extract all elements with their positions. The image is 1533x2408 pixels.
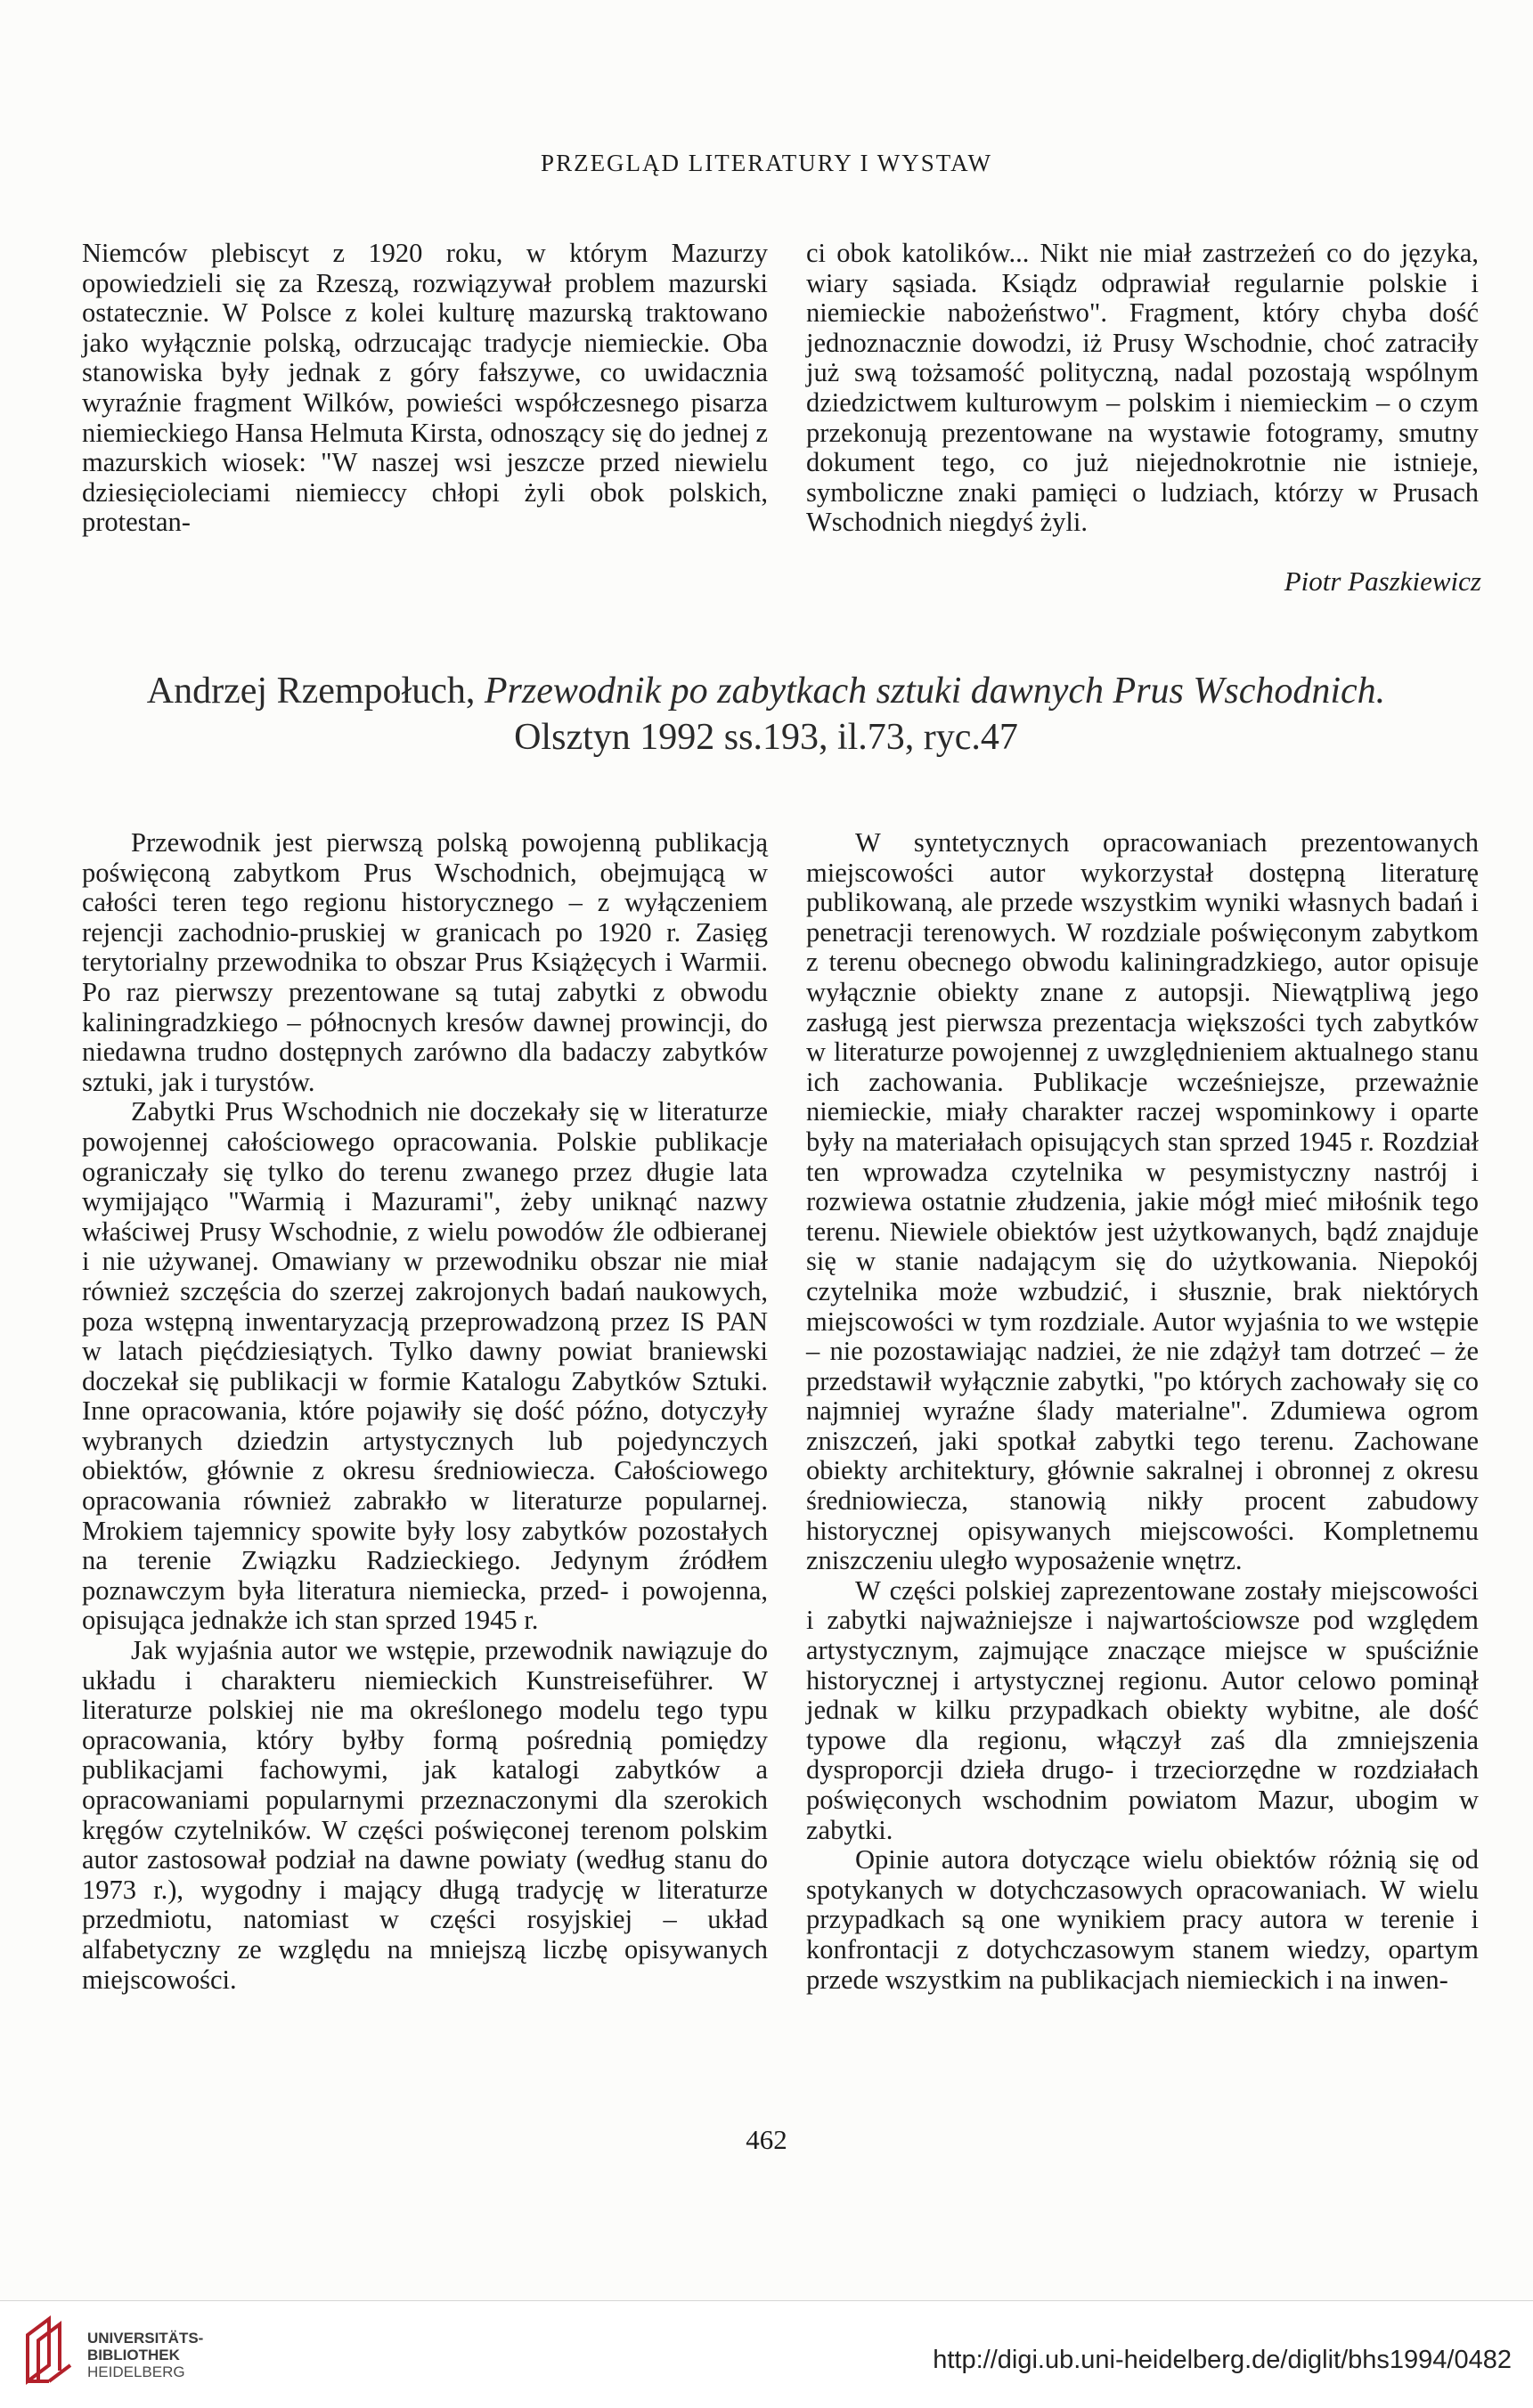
digitization-footer (0, 2300, 1533, 2408)
top-right-column (806, 239, 1479, 538)
library-name (87, 2330, 203, 2380)
paragraph: Zabytki Prus Wschodnich nie doczekały się w literaturze powojennej całościowego opracowania. Polskie publikacje ograniczały się tylko do terenu zwanego przez długie lata wymijająco "Warmią i Mazurami", żeby uniknąć nazwy właściwej Prusy Wschodnie, z wielu powodów źle odbieranej i nie używanej. Omawiany w przewodniku obszar nie miał również szczęścia do szerzej zakrojonych badań naukowych, poza wstępną inwentaryzacją przeprowadzoną przez IS PAN w latach pięćdziesiątych. Tylko dawny powiat braniewski doczekał się publikacji w formie Katalogu Zabytków Sztuki. Inne opracowania, które pojawiły się dość późno, dotyczyły wybranych dziedzin artystycznych lub pojedynczych obiektów, głównie z okresu średniowiecza. Całościowego opracowania również zabrakło w literaturze popularnej. Mrokiem tajemnicy spowite były losy zabytków pozostałych na terenie Związku Radzieckiego. Jedynym źródłem poznawczym była literatura niemiecka, przed- i powojenna, opisująca jednakże ich stan sprzed 1945 r. (82, 1096, 768, 1636)
paragraph: Jak wyjaśnia autor we wstępie, przewodnik nawiązuje do układu i charakteru niemieckich Kunstreiseführer. W literaturze polskiej nie ma określonego modelu tego typu opracowania, który byłby formą pośrednią pomiędzy publikacjami fachowymi, jak katalogi zabytków a opracowaniami popularnymi przeznaczonymi dla szerokich kręgów czytelników. W części poświęconej terenom polskim autor zastosował podział na dawne powiaty (według stanu do 1973 r.), wygodny i mający długą tradycję w literaturze przedmiotu, natomiast w części rosyjskiej – układ alfabetyczny ze względu na mniejszą liczbę opisywanych miejscowości. (82, 1635, 768, 1995)
library-name-line: HEIDELBERG (87, 2363, 185, 2380)
paragraph: Przewodnik jest pierwszą polską powojenną publikacją poświęconą zabytkom Prus Wschodnich, obejmującą w całości teren tego regionu historycznego – z wyłączeniem rejencji zachodnio-pruskiej w granicach po 1920 r. Zasięg terytorialny przewodnika to obszar Prus Książęcych i Warmii. Po raz pierwszy prezentowane są tutaj zabytki z obwodu kaliningradzkiego – północnych kresów dawnej prowincji, do niedawna trudno dostępnych zarówno dla badaczy zabytków sztuki, jak i turystów. (82, 827, 768, 1097)
bottom-right-column (806, 828, 1479, 1995)
paragraph: W części polskiej zaprezentowane zostały miejscowości i zabytki najważniejsze i najwartościowsze pod względem artystycznym, zajmujące znaczące miejsce w spuściźnie historycznej i artystycznej regionu. Autor celowo pominął jednak w kilku przypadkach obiekty wybitne, ale dość typowe dla regionu, włączył zaś dla zmniejszenia dysproporcji dzieła drugo- i trzeciorzędne w rozdziałach poświęconych wschodnim powiatom Mazur, ubogim w zabytki. (806, 1574, 1479, 1845)
bottom-left-column (82, 828, 768, 1995)
paragraph: ci obok katolików... Nikt nie miał zastrzeżeń co do języka, wiary sąsiada. Ksiądz odprawiał regularnie polskie i niemieckie nabożeństwo". Fragment, który chyba dość jednoznacznie dowodzi, iż Prusy Wschodnie, choć zatraciły już swą tożsamość polityczną, nadal pozostają wspólnym dziedzictwem kulturowym – polskim i niemieckim – o czym przekonują prezentowane na wystawie fotogramy, smutny dokument tego, co już niejednokrotnie nie istnieje, symboliczne znaki pamięci o ludziach, którzy w Prusach Wschodnich niegdyś żyli. (806, 238, 1479, 538)
library-logo-icon[interactable] (22, 2314, 79, 2387)
review-book-title: Przewodnik po zabytkach sztuki dawnych Prus Wschodnich. (484, 671, 1386, 712)
top-left-column (82, 239, 768, 538)
library-name-line: BIBLIOTHEK (87, 2347, 180, 2363)
review-author: Andrzej Rzempołuch, (146, 671, 485, 712)
review-signature: Piotr Paszkiewicz (1284, 565, 1481, 597)
review-heading (89, 668, 1443, 761)
page-number: 462 (746, 2124, 787, 2155)
paragraph: W syntetycznych opracowaniach prezentowanych miejscowości autor wykorzystał dostępną literaturę publikowaną, ale przede wszystkim wyniki własnych badań i penetracji terenowych. W rozdziale poświęconym zabytkom z terenu obecnego obwodu kaliningradzkiego, autor opisuje wyłącznie obiekty znane z autopsji. Niewątpliwą jego zasługą jest pierwsza prezentacja większości tych zabytków w literaturze powojennej z uwzględnieniem aktualnego stanu ich zachowania. Publikacje wcześniejsze, przeważnie niemieckie, miały charakter raczej wspominkowy i oparte były na materiałach opisujących stan sprzed 1945 r. Rozdział ten wprowadza czytelnika w pesymistyczny nastrój i rozwiewa ostatnie złudzenia, jakie mógł mieć miłośnik tego terenu. Niewiele obiektów jest użytkowanych, bądź znajduje się w stanie nadającym się do użytkowania. Niepokój czytelnika może wzbudzić, i słusznie, brak niektórych miejscowości w tym rozdziale. Autor wyjaśnia to we wstępie – nie pozostawiając nadziei, że nie zdążył tam dotrzeć – że przedstawił wyłącznie zabytki, "po których zachowały się co najmniej wyraźne ślady materialne". Zdumiewa ogrom zniszczeń, jaki spotkał zabytki tego terenu. Zachowane obiekty architektury, głównie sakralnej i obronnej z okresu średniowiecza, stanowią nikły procent zabudowy historycznej opisywanych miejscowości. Kompletnemu zniszczeniu uległo wyposażenie wnętrz. (806, 827, 1479, 1576)
paragraph: Opinie autora dotyczące wielu obiektów różnią się od spotykanych w dotychczasowych opracowaniach. W wielu przypadkach są one wynikiem pracy autora w terenie i konfrontacji z dotychczasowym stanem wiedzy, opartym przede wszystkim na publikacjach niemieckich i na inwen- (806, 1844, 1479, 1995)
running-head: PRZEGLĄD LITERATURY I WYSTAW (541, 150, 992, 176)
paragraph: Niemców plebiscyt z 1920 roku, w którym Mazurzy opowiedzieli się za Rzeszą, rozwiązywał problem mazurski ostatecznie. W Polsce z kolei kulturę mazurską traktowano jako wyłącznie polską, odrzucając tradycje niemieckie. Oba stanowiska były jednak z góry fałszywe, co uwidacznia wyraźnie fragment Wilków, powieści współczesnego pisarza niemieckiego Hansa Helmuta Kirsta, odnoszący się do jednej z mazurskich wiosek: "W naszej wsi jeszcze przed niewielu dziesięcioleciami niemieccy chłopi żyli obok polskich, protestan- (82, 238, 768, 538)
library-name-line: UNIVERSITÄTS- (87, 2330, 204, 2347)
permalink-url[interactable]: http://digi.ub.uni-heidelberg.de/diglit/bhs1994/0482 (933, 2346, 1512, 2374)
review-publication-details: Olsztyn 1992 ss.193, il.73, ryc.47 (514, 717, 1018, 758)
